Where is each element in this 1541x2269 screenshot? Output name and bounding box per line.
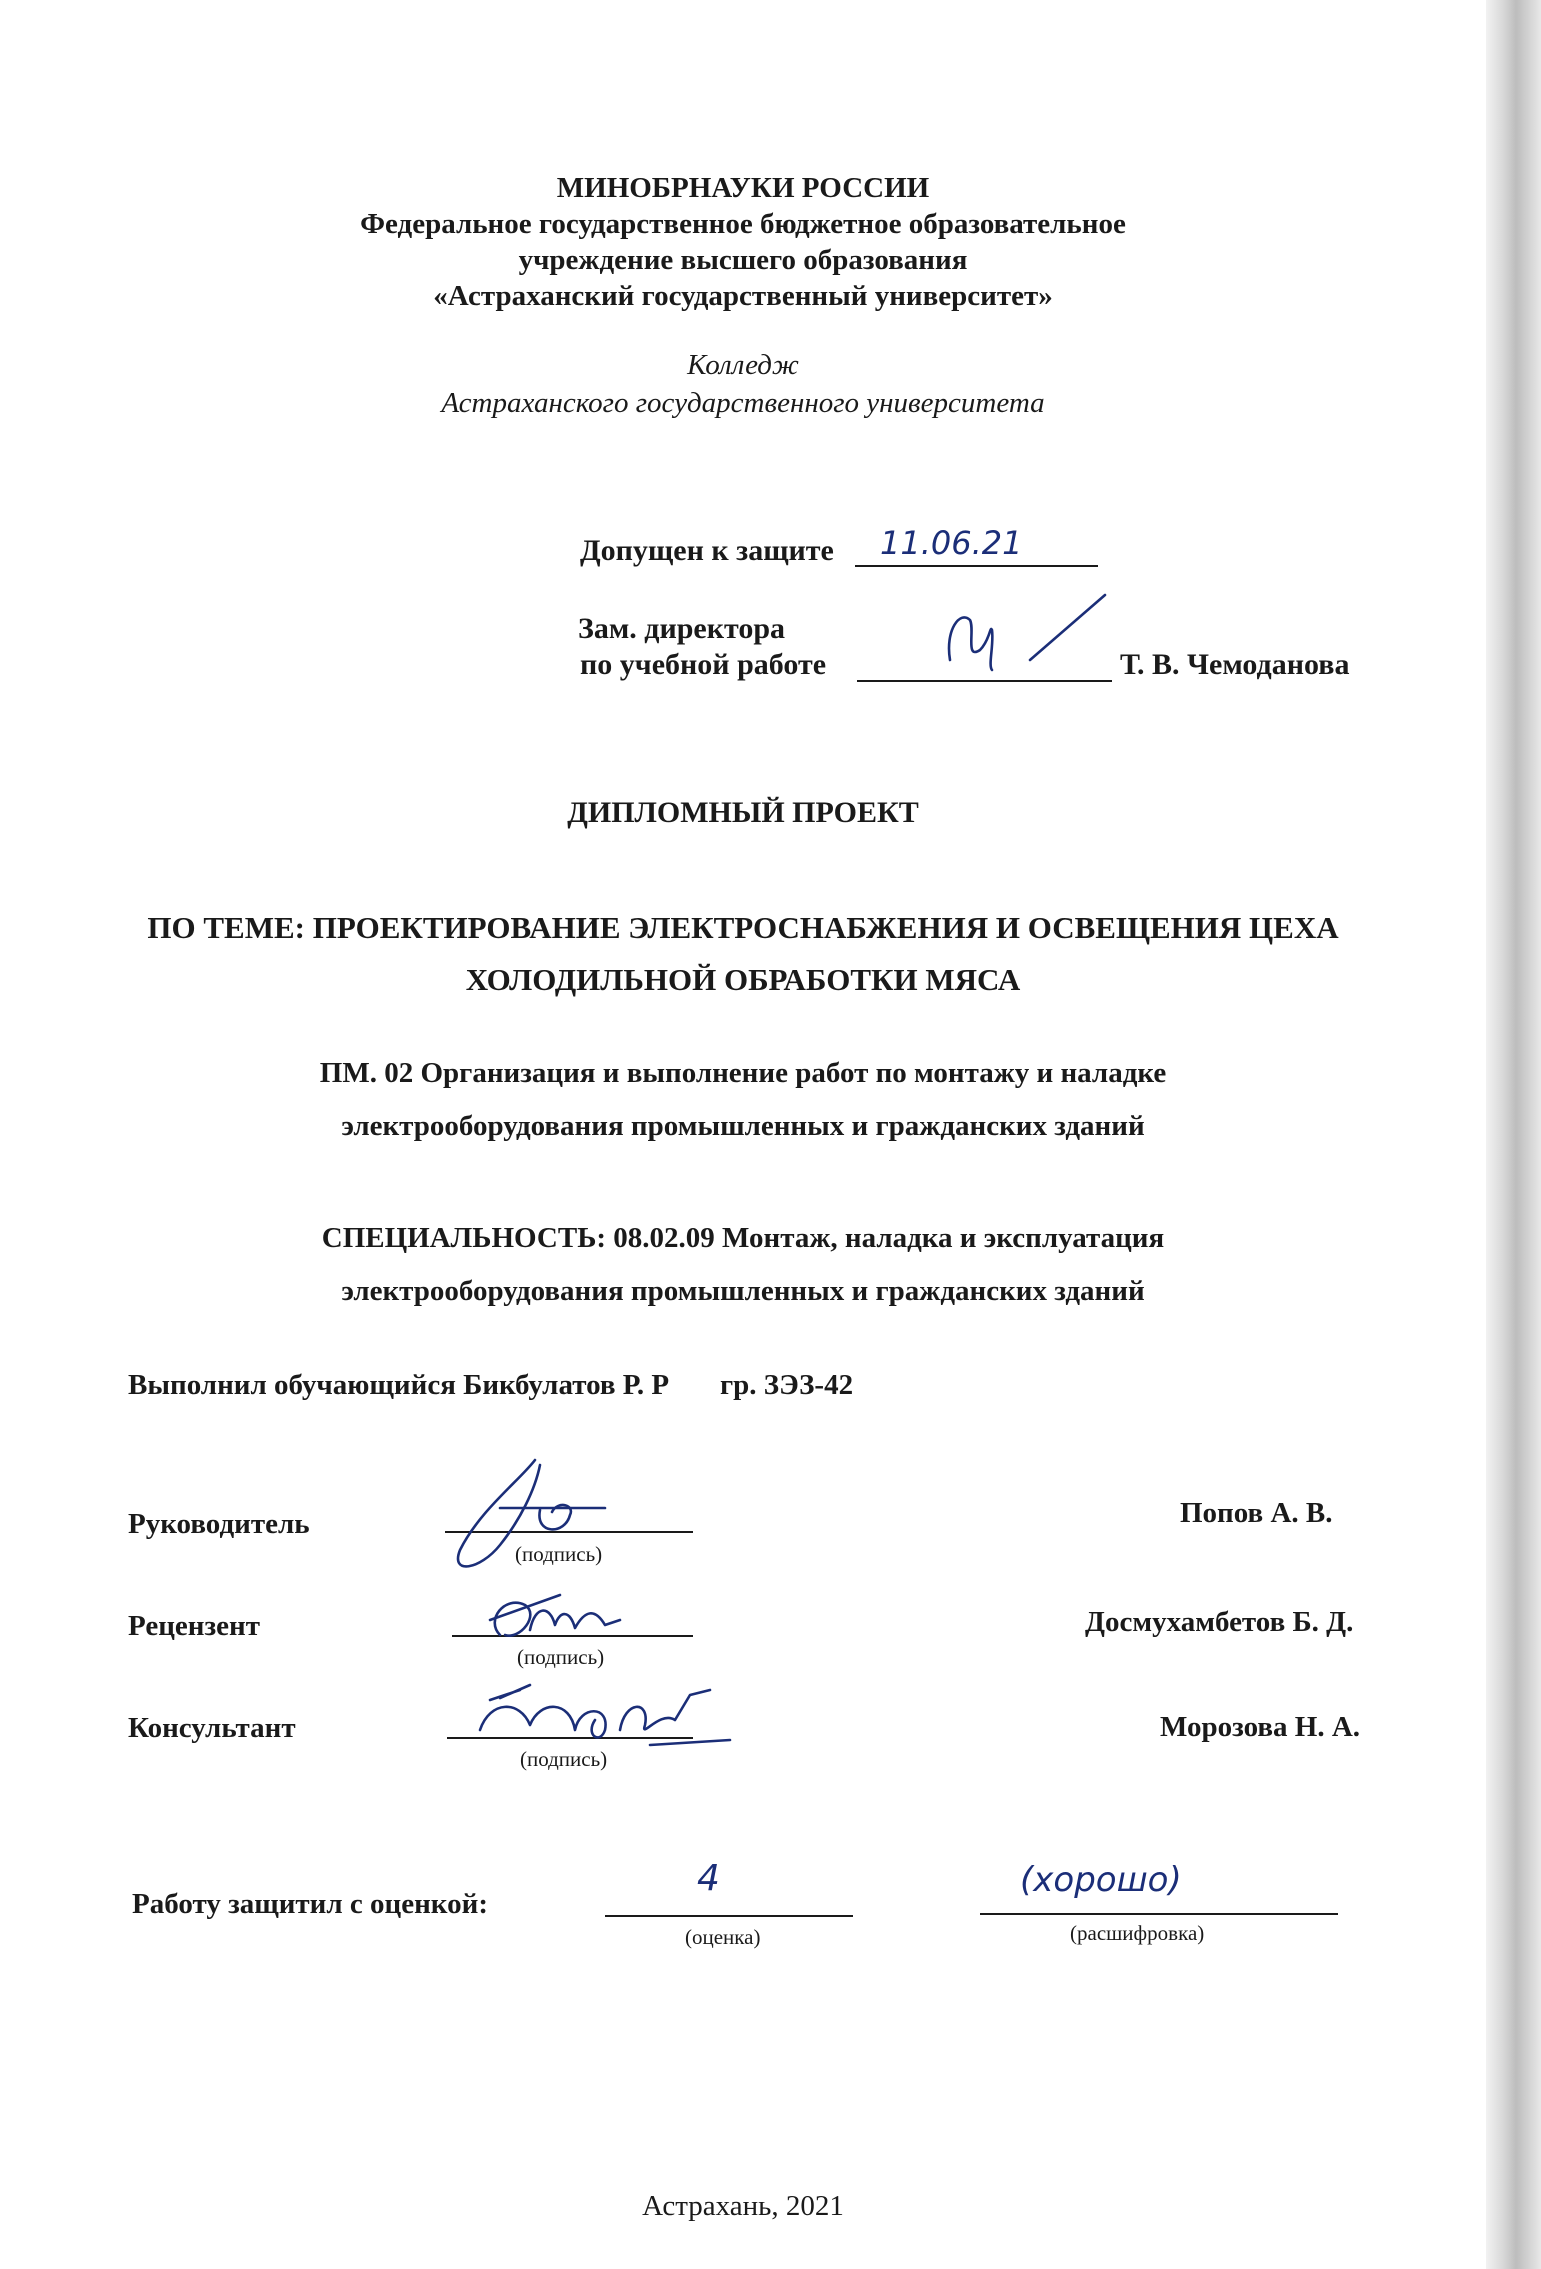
consultant-label: Консультант [128,1712,296,1744]
institution-line-2: учреждение высшего образования [518,244,968,276]
city-year: Астрахань, 2021 [642,2190,844,2222]
topic-line-1: ПО ТЕМЕ: ПРОЕКТИРОВАНИЕ ЭЛЕКТРОСНАБЖЕНИЯ И ОСВЕЩЕНИЯ ЦЕХА [147,910,1339,945]
grade-caption: (оценка) [685,1925,761,1949]
deputy-title-line-1: Зам. директора [578,612,786,645]
consultant-name: Морозова Н. А. [1160,1711,1361,1743]
admitted-date: 11.06.21 [880,524,1023,562]
module-line-1: ПМ. 02 Организация и выполнение работ по монтажу и наладке [319,1057,1167,1089]
topic-line-2: ХОЛОДИЛЬНОЙ ОБРАБОТКИ МЯСА [465,962,1021,997]
deputy-title-line-2: по учебной работе [580,648,827,681]
supervisor-label: Руководитель [128,1508,310,1540]
institution-line-1: Федеральное государственное бюджетное образовательное [360,208,1126,240]
supervisor-name: Попов А. В. [1180,1497,1333,1529]
specialty-line-2: электрооборудования промышленных и гражданских зданий [341,1275,1145,1307]
reviewer-name: Досмухамбетов Б. Д. [1085,1606,1354,1638]
college-line-2: Астраханского государственного университета [441,387,1045,419]
consultant-caption: (подпись) [520,1747,608,1771]
consultant-signature-icon [460,1670,740,1770]
college-line-1: Колледж [687,349,799,381]
supervisor-caption: (подпись) [515,1542,603,1566]
supervisor-signature-icon [440,1450,640,1580]
grade-value: 4 [697,1858,720,1899]
student-group: гр. ЗЭЗ-42 [720,1369,854,1401]
admitted-date-line [855,565,1098,567]
reviewer-label: Рецензент [128,1610,260,1642]
grade-decoding: (хорошо) [1020,1860,1182,1900]
admitted-label: Допущен к защите [580,534,834,567]
grade-decoding-line [980,1913,1338,1915]
defense-label: Работу защитил с оценкой: [132,1888,488,1920]
reviewer-signature-icon [460,1580,630,1660]
student-line: Выполнил обучающийся Бикбулатов Р. Р [128,1369,670,1401]
scan-edge-shadow [1486,0,1541,2269]
deputy-name: Т. В. Чемоданова [1120,648,1350,681]
ministry-title: МИНОБРНАУКИ РОССИИ [556,172,930,204]
module-line-2: электрооборудования промышленных и гражданских зданий [341,1110,1145,1142]
decoding-caption: (расшифровка) [1070,1921,1205,1945]
specialty-line-1: СПЕЦИАЛЬНОСТЬ: 08.02.09 Монтаж, наладка и эксплуатация [321,1222,1165,1254]
deputy-signature-icon [920,590,1120,685]
grade-line [605,1915,853,1917]
university-name: «Астраханский государственный университет» [433,280,1053,312]
reviewer-caption: (подпись) [517,1645,605,1669]
project-type: ДИПЛОМНЫЙ ПРОЕКТ [567,796,919,829]
